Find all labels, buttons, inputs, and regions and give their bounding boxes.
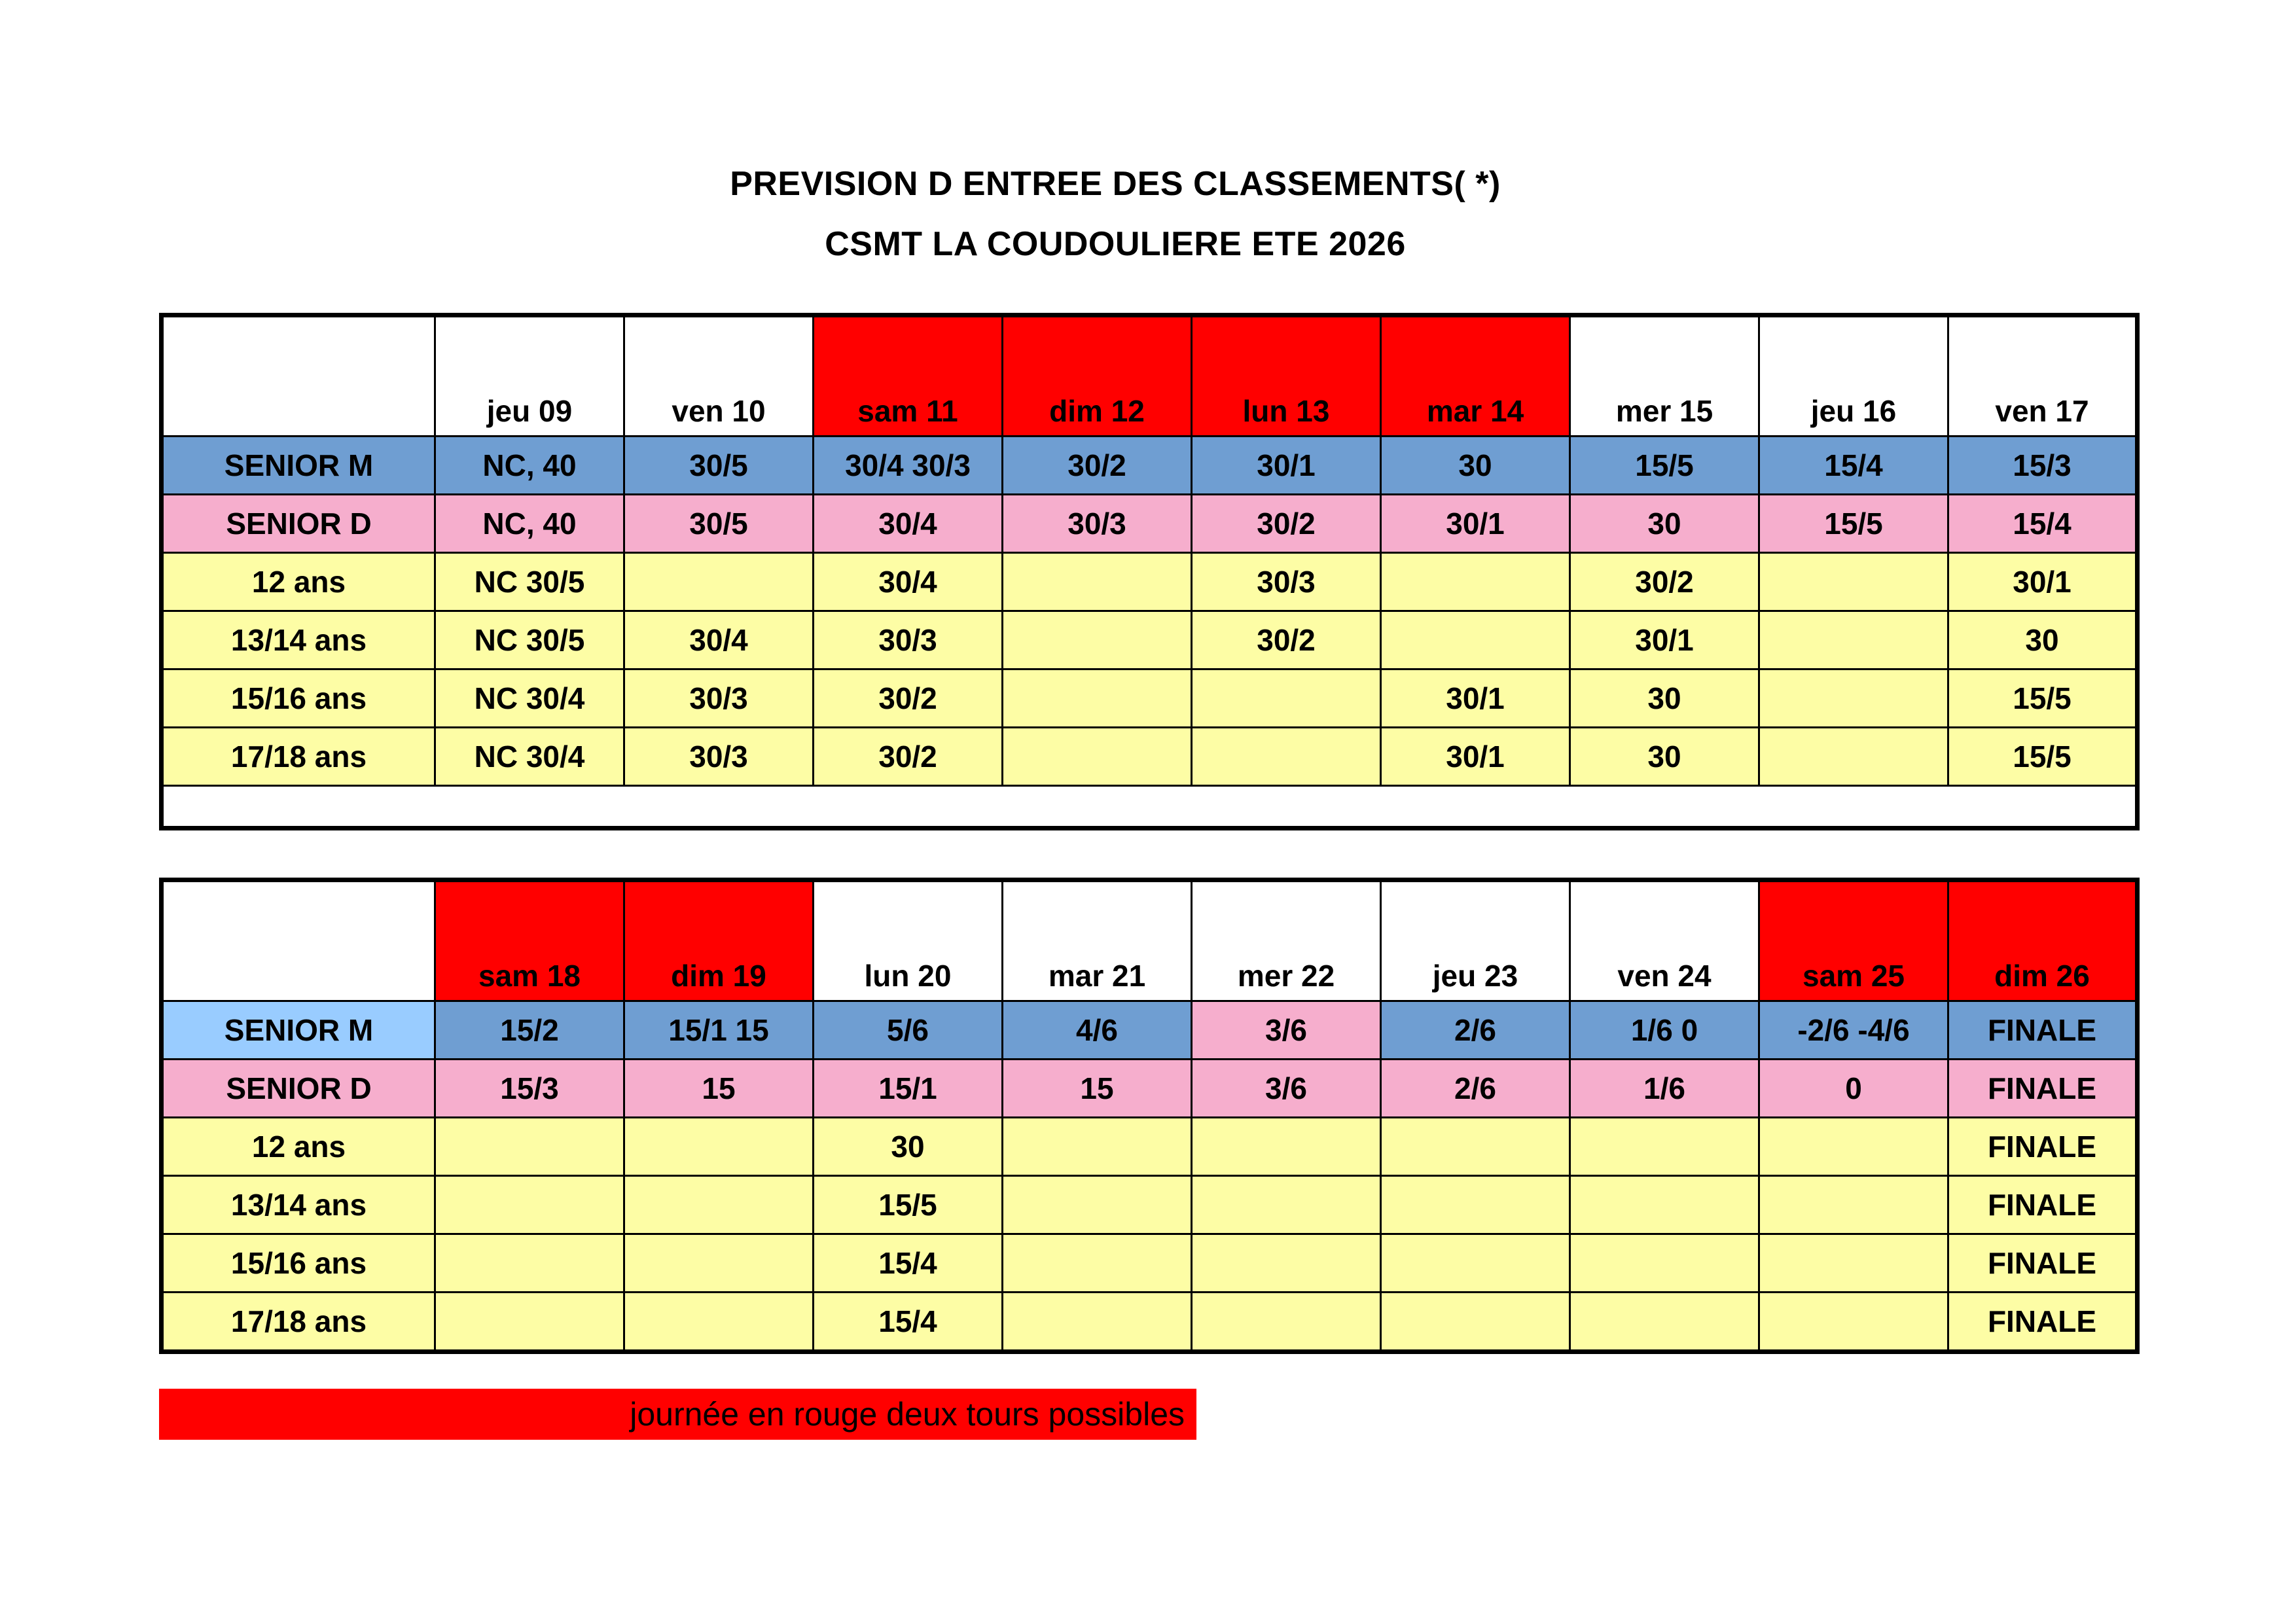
schedule-cell: 30/1 (1381, 728, 1570, 786)
table-row (162, 495, 2138, 553)
schedule-cell: 15/2 (435, 1001, 624, 1060)
schedule-cell: 1/6 (1570, 1060, 1759, 1118)
schedule-cell: 4/6 (1003, 1001, 1192, 1060)
schedule-cell (1570, 1293, 1759, 1352)
schedule-cell: -2/6 -4/6 (1759, 1001, 1948, 1060)
header-day-cell: mer 22 (1192, 880, 1381, 1001)
schedule-cell: 15/5 (1759, 495, 1948, 553)
legend-label: journée en rouge deux tours possibles (630, 1396, 1185, 1433)
legend-banner (159, 1389, 1196, 1440)
schedule-cell: 30/1 (1948, 553, 2138, 611)
schedule-cell: 3/6 (1192, 1060, 1381, 1118)
header-day-cell: ven 17 (1948, 315, 2138, 437)
schedule-cell: NC 30/4 (435, 728, 624, 786)
table-row (162, 1234, 2138, 1293)
schedule-cell: 30 (1570, 669, 1759, 728)
header-day-cell: sam 25 (1759, 880, 1948, 1001)
header-day-cell: sam 18 (435, 880, 624, 1001)
row-label-cell: 17/18 ans (162, 728, 435, 786)
schedule-cell (624, 1293, 814, 1352)
schedule-cell (1381, 611, 1570, 669)
schedule-cell: 15/5 (1948, 669, 2138, 728)
schedule-cell (1759, 728, 1948, 786)
schedule-cell (1003, 1118, 1192, 1176)
schedule-cell (624, 553, 814, 611)
schedule-cell: 30 (1570, 728, 1759, 786)
schedule-cell: 30/4 (624, 611, 814, 669)
schedule-cell (435, 1234, 624, 1293)
schedule-cell: 30/3 (1192, 553, 1381, 611)
schedule-cell: 30/2 (1570, 553, 1759, 611)
schedule-table-week2 (159, 878, 2140, 1354)
schedule-cell: 30/2 (814, 728, 1003, 786)
schedule-cell (1003, 1176, 1192, 1234)
schedule-cell: 30/1 (1192, 437, 1381, 495)
schedule-cell (1759, 1118, 1948, 1176)
schedule-cell (1759, 611, 1948, 669)
schedule-cell: 30 (1381, 437, 1570, 495)
row-label-cell: SENIOR D (162, 495, 435, 553)
schedule-cell: 30/5 (624, 495, 814, 553)
schedule-cell (624, 1118, 814, 1176)
row-label-cell: 12 ans (162, 1118, 435, 1176)
header-day-cell: jeu 16 (1759, 315, 1948, 437)
table-row (162, 553, 2138, 611)
schedule-cell: 30/3 (814, 611, 1003, 669)
schedule-cell: 15/4 (814, 1234, 1003, 1293)
table-header-row (162, 315, 2138, 437)
schedule-cell: NC 30/4 (435, 669, 624, 728)
spacer-cell (162, 786, 2138, 829)
table-row (162, 1293, 2138, 1352)
schedule-cell: 30/4 (814, 495, 1003, 553)
schedule-cell (1570, 1118, 1759, 1176)
row-label-cell: 13/14 ans (162, 611, 435, 669)
schedule-cell: 30/3 (624, 728, 814, 786)
page-title: PREVISION D ENTREE DES CLASSEMENTS( *) (730, 165, 1501, 203)
schedule-cell: 15 (624, 1060, 814, 1118)
schedule-cell: 2/6 (1381, 1001, 1570, 1060)
schedule-cell (1003, 553, 1192, 611)
schedule-cell: 5/6 (814, 1001, 1003, 1060)
schedule-cell: 30/5 (624, 437, 814, 495)
schedule-cell: FINALE (1948, 1060, 2138, 1118)
schedule-cell: FINALE (1948, 1234, 2138, 1293)
schedule-cell (1192, 1234, 1381, 1293)
table-row (162, 1176, 2138, 1234)
schedule-cell: 15/4 (1948, 495, 2138, 553)
schedule-cell: 30/3 (1003, 495, 1192, 553)
header-corner-cell (162, 880, 435, 1001)
header-day-cell: lun 13 (1192, 315, 1381, 437)
schedule-cell (1570, 1234, 1759, 1293)
schedule-cell: 2/6 (1381, 1060, 1570, 1118)
schedule-cell (435, 1176, 624, 1234)
schedule-cell: 15/5 (1570, 437, 1759, 495)
header-day-cell: jeu 09 (435, 315, 624, 437)
schedule-cell: 30/2 (1192, 611, 1381, 669)
schedule-cell: NC, 40 (435, 495, 624, 553)
schedule-cell (1381, 1234, 1570, 1293)
schedule-cell: 30/1 (1570, 611, 1759, 669)
row-label-cell: 15/16 ans (162, 669, 435, 728)
schedule-sheet (159, 313, 2137, 1354)
schedule-cell: 0 (1759, 1060, 1948, 1118)
schedule-cell: FINALE (1948, 1001, 2138, 1060)
schedule-cell: FINALE (1948, 1176, 2138, 1234)
table-gap (159, 830, 2137, 878)
schedule-table-week1 (159, 313, 2140, 830)
header-day-cell: mer 15 (1570, 315, 1759, 437)
schedule-cell: 30/2 (814, 669, 1003, 728)
page-subtitle: CSMT LA COUDOULIERE ETE 2026 (825, 225, 1406, 263)
header-day-cell: dim 19 (624, 880, 814, 1001)
schedule-cell (624, 1176, 814, 1234)
schedule-cell (1192, 1118, 1381, 1176)
schedule-cell (1003, 611, 1192, 669)
schedule-cell: 30/2 (1192, 495, 1381, 553)
row-label-cell: 15/16 ans (162, 1234, 435, 1293)
schedule-cell (1003, 669, 1192, 728)
table-row (162, 669, 2138, 728)
schedule-cell: 15/4 (814, 1293, 1003, 1352)
schedule-cell: NC, 40 (435, 437, 624, 495)
table-row (162, 1060, 2138, 1118)
table-header-row (162, 880, 2138, 1001)
header-day-cell: mar 21 (1003, 880, 1192, 1001)
schedule-cell (1759, 1176, 1948, 1234)
row-label-cell: SENIOR M (162, 437, 435, 495)
schedule-cell (1759, 1234, 1948, 1293)
row-label-cell: 12 ans (162, 553, 435, 611)
schedule-cell (1003, 1234, 1192, 1293)
schedule-cell: 30/4 30/3 (814, 437, 1003, 495)
table-row (162, 728, 2138, 786)
schedule-cell: 15/3 (435, 1060, 624, 1118)
schedule-cell (1570, 1176, 1759, 1234)
schedule-cell: 15/1 (814, 1060, 1003, 1118)
header-day-cell: dim 12 (1003, 315, 1192, 437)
header-day-cell: sam 11 (814, 315, 1003, 437)
schedule-cell: NC 30/5 (435, 611, 624, 669)
table-row (162, 611, 2138, 669)
row-label-cell: 17/18 ans (162, 1293, 435, 1352)
schedule-cell (1192, 1293, 1381, 1352)
schedule-cell (1003, 1293, 1192, 1352)
header-day-cell: mar 14 (1381, 315, 1570, 437)
schedule-cell (435, 1118, 624, 1176)
schedule-cell: 30/1 (1381, 495, 1570, 553)
header-day-cell: ven 24 (1570, 880, 1759, 1001)
schedule-cell: 1/6 0 (1570, 1001, 1759, 1060)
schedule-cell: 30/1 (1381, 669, 1570, 728)
schedule-cell (1381, 1118, 1570, 1176)
schedule-cell: 15/5 (1948, 728, 2138, 786)
schedule-cell: FINALE (1948, 1118, 2138, 1176)
schedule-cell (1003, 728, 1192, 786)
schedule-cell (1192, 1176, 1381, 1234)
schedule-cell (435, 1293, 624, 1352)
title-block (0, 167, 2296, 261)
schedule-cell (1381, 1176, 1570, 1234)
row-label-cell: SENIOR M (162, 1001, 435, 1060)
table-row (162, 1001, 2138, 1060)
table-row (162, 1118, 2138, 1176)
header-day-cell: lun 20 (814, 880, 1003, 1001)
schedule-cell (1381, 553, 1570, 611)
schedule-cell: NC 30/5 (435, 553, 624, 611)
schedule-cell: 3/6 (1192, 1001, 1381, 1060)
schedule-cell (1759, 1293, 1948, 1352)
header-corner-cell (162, 315, 435, 437)
schedule-cell: 15 (1003, 1060, 1192, 1118)
schedule-cell: FINALE (1948, 1293, 2138, 1352)
schedule-cell: 30/2 (1003, 437, 1192, 495)
row-label-cell: SENIOR D (162, 1060, 435, 1118)
schedule-cell (624, 1234, 814, 1293)
schedule-cell: 30 (1948, 611, 2138, 669)
schedule-cell: 30/3 (624, 669, 814, 728)
schedule-cell: 15/4 (1759, 437, 1948, 495)
schedule-cell: 15/1 15 (624, 1001, 814, 1060)
header-day-cell: dim 26 (1948, 880, 2138, 1001)
header-day-cell: jeu 23 (1381, 880, 1570, 1001)
schedule-cell: 15/3 (1948, 437, 2138, 495)
schedule-cell: 15/5 (814, 1176, 1003, 1234)
schedule-cell (1192, 728, 1381, 786)
table-row (162, 437, 2138, 495)
row-label-cell: 13/14 ans (162, 1176, 435, 1234)
schedule-cell: 30 (1570, 495, 1759, 553)
table-spacer-row (162, 786, 2138, 829)
schedule-cell (1381, 1293, 1570, 1352)
schedule-cell: 30 (814, 1118, 1003, 1176)
schedule-cell (1759, 553, 1948, 611)
schedule-cell: 30/4 (814, 553, 1003, 611)
schedule-cell (1192, 669, 1381, 728)
header-day-cell: ven 10 (624, 315, 814, 437)
schedule-cell (1759, 669, 1948, 728)
